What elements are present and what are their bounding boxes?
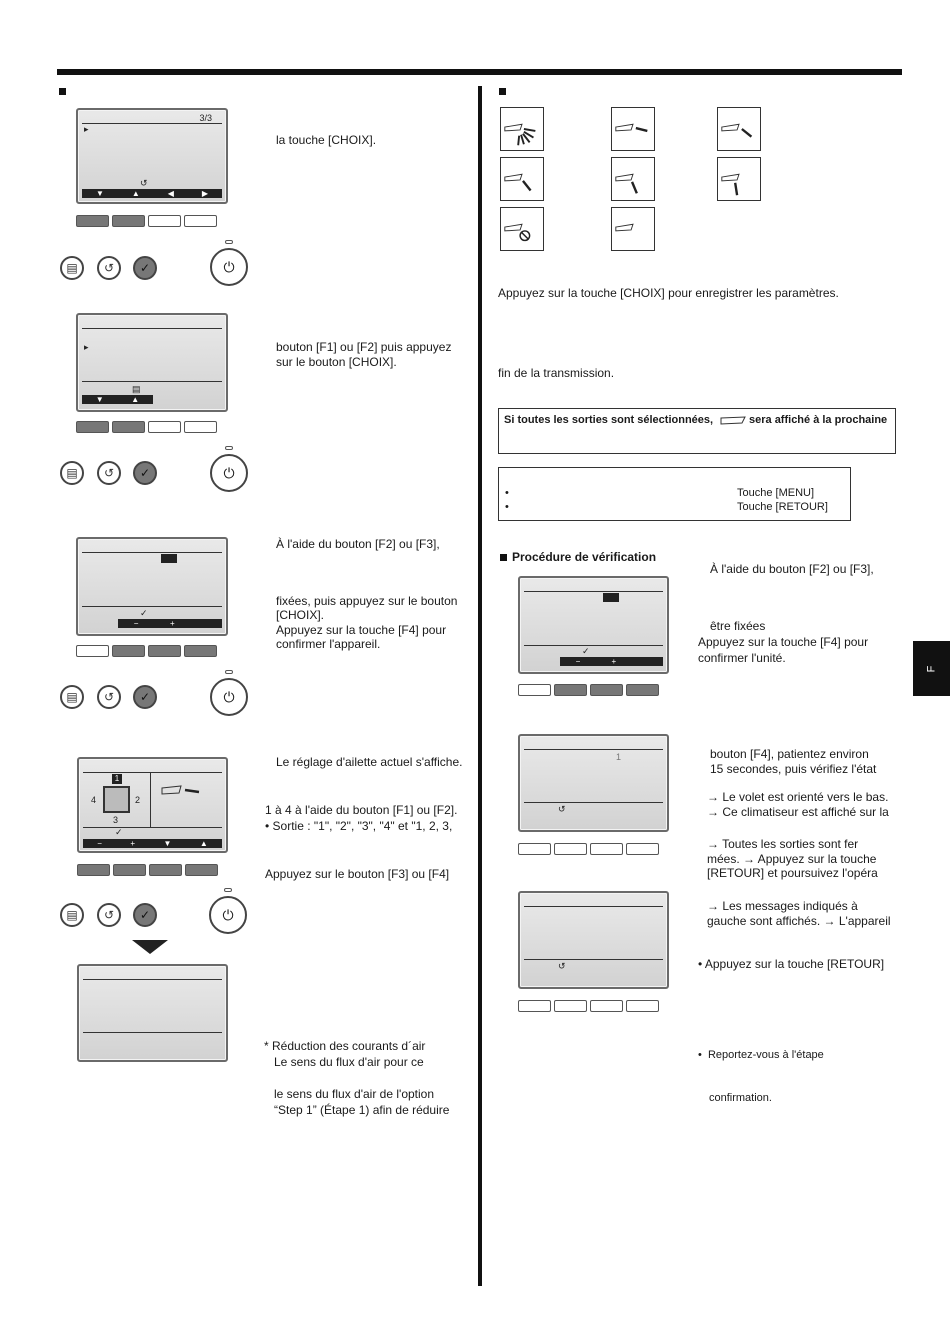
menu-key-label: Touche [MENU] xyxy=(737,487,815,499)
f2-key[interactable] xyxy=(112,645,145,657)
menu-icon: ▤ xyxy=(132,384,141,394)
remote-screen-1 xyxy=(76,108,228,204)
power-button-4[interactable] xyxy=(209,896,247,934)
verify-text: • Reportez-vous à l'étape xyxy=(698,1049,824,1061)
function-keys-3 xyxy=(76,645,217,657)
verify-text: → Ce climatiseur est affiché sur la xyxy=(707,805,889,819)
note-text: Le sens du flux d'air pour ce xyxy=(274,1055,424,1069)
return-button-4[interactable] xyxy=(97,903,121,927)
arrow-down-icon xyxy=(132,940,168,954)
function-keys-1 xyxy=(76,215,217,227)
section-title: Procédure de vérification xyxy=(512,550,657,564)
f4-key[interactable] xyxy=(184,215,217,227)
verify-text: Appuyez sur la touche [F4] pour xyxy=(698,635,869,649)
bullet: • xyxy=(505,487,509,499)
outlet-4-label: 4 xyxy=(91,795,97,805)
f3-key[interactable] xyxy=(148,645,181,657)
function-bar: − + ▼ ▲ xyxy=(83,839,222,848)
return-button-2[interactable] xyxy=(97,461,121,485)
remote-screen-3 xyxy=(76,537,228,636)
unit-selector xyxy=(161,554,177,563)
select-button-4[interactable] xyxy=(133,903,157,927)
note-box xyxy=(498,408,896,454)
vane-closed-icon xyxy=(500,207,544,251)
function-keys-2 xyxy=(76,421,217,433)
check-icon: ✓ xyxy=(139,466,151,480)
return-icon: ↺ xyxy=(103,908,115,922)
check-icon: ✓ xyxy=(139,261,151,275)
power-icon: ⏻ xyxy=(223,464,235,481)
unit-diagram xyxy=(103,786,130,813)
menu-button-4[interactable] xyxy=(60,903,84,927)
menu-button-2[interactable] xyxy=(60,461,84,485)
column-divider xyxy=(478,86,482,1286)
return-key-label: Touche [RETOUR] xyxy=(737,501,828,513)
note-text: * Réduction des courants d´air xyxy=(264,1039,426,1053)
return-icon: ↺ xyxy=(103,261,115,275)
check-icon: ✓ xyxy=(139,690,151,704)
note-text: Si toutes les sorties sont sélectionnées, xyxy=(504,414,714,426)
step-text: bouton [F1] ou [F2] puis appuyez xyxy=(276,340,452,354)
remote-screen-5 xyxy=(77,964,228,1062)
verify-text: mées. → Appuyez sur la touche xyxy=(707,852,877,866)
function-bar: ▼ ▲ ◀ ▶ xyxy=(82,189,222,198)
step-text: 1 à 4 à l'aide du bouton [F1] ou [F2]. xyxy=(265,803,458,817)
note-text: “Step 1” (Étape 1) afin de réduire xyxy=(274,1103,450,1117)
instruction-text: Appuyez sur la touche [CHOIX] pour enregistrer les paramètres. xyxy=(498,286,839,300)
menu-icon: ▤ xyxy=(66,908,78,922)
function-keys-v3 xyxy=(518,1000,659,1012)
cursor-icon: ▸ xyxy=(84,342,89,352)
vane-step2-icon xyxy=(717,107,761,151)
step-text: À l'aide du bouton [F2] ou [F3], xyxy=(276,537,440,551)
vane-step3-icon xyxy=(500,157,544,201)
power-led xyxy=(224,888,232,892)
vane-step5-icon xyxy=(717,157,761,201)
f3-key[interactable] xyxy=(149,864,182,876)
function-keys-4 xyxy=(77,864,218,876)
f1-key[interactable] xyxy=(518,684,551,696)
f4-key[interactable] xyxy=(626,1000,659,1012)
select-button-3[interactable] xyxy=(133,685,157,709)
f2-key[interactable] xyxy=(113,864,146,876)
vane-indicator-icon xyxy=(161,785,203,797)
f2-key[interactable] xyxy=(112,215,145,227)
return-icon: ↺ xyxy=(558,804,566,814)
verify-screen-3 xyxy=(518,891,669,989)
page-indicator: 3/3 xyxy=(199,113,212,123)
section-marker-right xyxy=(499,88,506,95)
select-button-2[interactable] xyxy=(133,461,157,485)
f1-key[interactable] xyxy=(76,645,109,657)
return-button-3[interactable] xyxy=(97,685,121,709)
vane-icon xyxy=(720,416,746,425)
power-led xyxy=(225,670,233,674)
remote-screen-2 xyxy=(76,313,228,412)
verify-text: [RETOUR] et poursuivez l'opéra xyxy=(707,866,878,880)
vane-step4-icon xyxy=(611,157,655,201)
f2-key[interactable] xyxy=(112,421,145,433)
remote-screen-4 xyxy=(77,757,228,853)
outlet-1-label: 1 xyxy=(112,774,122,784)
verify-text: • Appuyez sur la touche [RETOUR] xyxy=(698,957,885,971)
vane-swing-icon xyxy=(500,107,544,151)
bullet: • xyxy=(505,501,509,513)
step-text: • Sortie : "1", "2", "3", "4" et "1, 2, 3, xyxy=(265,819,453,833)
menu-icon: ▤ xyxy=(66,466,78,480)
return-icon: ↺ xyxy=(103,690,115,704)
verify-text: → Toutes les sorties sont fer xyxy=(707,837,859,851)
f1-key[interactable] xyxy=(518,1000,551,1012)
verify-screen-1 xyxy=(518,576,669,674)
step-text: sur le bouton [CHOIX]. xyxy=(276,355,397,369)
verify-text: → Les messages indiqués à xyxy=(707,899,858,913)
menu-icon: ▤ xyxy=(66,261,78,275)
f3-key[interactable] xyxy=(590,843,623,855)
check-icon: ✓ xyxy=(115,827,123,837)
function-keys-v1 xyxy=(518,684,659,696)
f4-key[interactable] xyxy=(184,645,217,657)
power-button-3[interactable] xyxy=(210,678,248,716)
f3-key[interactable] xyxy=(590,1000,623,1012)
f3-key[interactable] xyxy=(148,421,181,433)
unit-number: 1 xyxy=(616,752,622,762)
f3-key[interactable] xyxy=(590,684,623,696)
return-icon: ↺ xyxy=(140,178,148,188)
f2-key[interactable] xyxy=(554,1000,587,1012)
f4-key[interactable] xyxy=(185,864,218,876)
f3-key[interactable] xyxy=(148,215,181,227)
step-text: Le réglage d'ailette actuel s'affiche. xyxy=(276,755,463,769)
check-icon: ✓ xyxy=(139,908,151,922)
power-icon: ⏻ xyxy=(223,688,235,705)
f1-key[interactable] xyxy=(518,843,551,855)
language-tab: F xyxy=(913,641,950,696)
section-marker xyxy=(500,554,507,561)
vane-step1-icon xyxy=(611,107,655,151)
note-text: le sens du flux d'air de l'option xyxy=(274,1087,435,1101)
header-rule xyxy=(57,69,902,75)
function-keys-v2 xyxy=(518,843,659,855)
outlet-3-label: 3 xyxy=(113,815,119,825)
verify-text: être fixées xyxy=(710,619,766,633)
verify-text: confirmation. xyxy=(709,1092,772,1104)
step-text: Appuyez sur le bouton [F3] ou [F4] xyxy=(265,867,450,881)
f1-key[interactable] xyxy=(76,421,109,433)
return-button-1[interactable] xyxy=(97,256,121,280)
vane-fixed-icon xyxy=(611,207,655,251)
verify-text: → Le volet est orienté vers le bas. xyxy=(707,790,889,804)
check-icon: ✓ xyxy=(140,608,148,618)
power-led xyxy=(225,240,233,244)
instruction-text: fin de la transmission. xyxy=(498,366,615,380)
verify-text: confirmer l'unité. xyxy=(698,651,786,665)
f1-key[interactable] xyxy=(76,215,109,227)
step-text: la touche [CHOIX]. xyxy=(276,133,377,147)
f4-key[interactable] xyxy=(626,684,659,696)
menu-button-3[interactable] xyxy=(60,685,84,709)
f4-key[interactable] xyxy=(626,843,659,855)
function-bar: ▼ ▲ xyxy=(82,395,153,404)
verify-text: À l'aide du bouton [F2] ou [F3], xyxy=(710,562,874,576)
power-led xyxy=(225,446,233,450)
note-text: sera affiché à la prochaine xyxy=(749,414,888,426)
cursor-icon: ▸ xyxy=(84,124,89,134)
outlet-2-label: 2 xyxy=(135,795,141,805)
power-icon: ⏻ xyxy=(222,906,234,923)
function-bar: − + xyxy=(118,619,222,628)
function-bar: − + xyxy=(560,657,663,666)
return-icon: ↺ xyxy=(558,961,566,971)
f1-key[interactable] xyxy=(77,864,110,876)
step-text: Appuyez sur la touche [F4] pour xyxy=(276,623,447,637)
unit-selector xyxy=(603,593,619,602)
check-icon: ✓ xyxy=(582,646,590,656)
navigation-box xyxy=(498,467,851,521)
power-button-1[interactable] xyxy=(210,248,248,286)
select-button-1[interactable] xyxy=(133,256,157,280)
power-icon: ⏻ xyxy=(223,258,235,275)
f2-key[interactable] xyxy=(554,843,587,855)
step-text: fixées, puis appuyez sur le bouton xyxy=(276,594,458,608)
return-icon: ↺ xyxy=(103,466,115,480)
verify-text: 15 secondes, puis vérifiez l'état xyxy=(710,762,877,776)
step-text: confirmer l'appareil. xyxy=(276,637,381,651)
f2-key[interactable] xyxy=(554,684,587,696)
section-marker-left xyxy=(59,88,66,95)
power-button-2[interactable] xyxy=(210,454,248,492)
menu-icon: ▤ xyxy=(66,690,78,704)
step-text: [CHOIX]. xyxy=(276,608,325,622)
f4-key[interactable] xyxy=(184,421,217,433)
verify-text: bouton [F4], patientez environ xyxy=(710,747,869,761)
menu-button-1[interactable] xyxy=(60,256,84,280)
verify-text: gauche sont affichés. → L'appareil xyxy=(707,914,891,928)
verify-screen-2 xyxy=(518,734,669,832)
